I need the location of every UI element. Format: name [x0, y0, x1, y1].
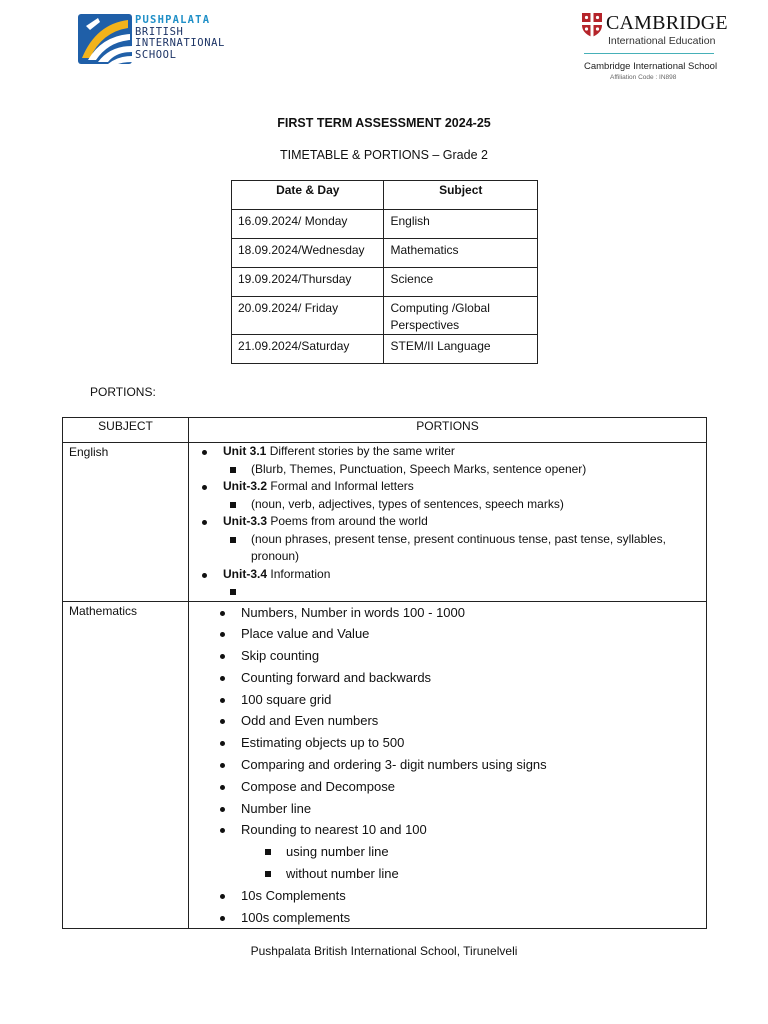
mathematics-portions	[189, 601, 707, 929]
school-name-line-1: PUSHPALATA	[135, 14, 211, 26]
subject-mathematics: Mathematics	[63, 601, 189, 929]
portions-table	[62, 417, 707, 929]
unit-code: Unit 3.1	[223, 444, 267, 458]
school-name	[135, 15, 225, 61]
portions-header-row	[63, 418, 707, 443]
list-item: Counting forward and backwards	[189, 667, 706, 689]
school-name-line-3: INTERNATIONAL	[135, 37, 225, 49]
list-item: Numbers, Number in words 100 - 1000	[189, 602, 706, 624]
page-footer: Pushpalata British International School, Tirunelveli	[250, 944, 518, 958]
list-item: 100s complements	[189, 907, 706, 929]
timetable-header-subject: Subject	[384, 181, 538, 210]
timetable-date: 21.09.2024/Saturday	[232, 335, 384, 364]
table-row	[232, 297, 538, 335]
list-item	[189, 443, 706, 461]
list-subitem-empty	[189, 583, 706, 601]
list-item: Number line	[189, 798, 706, 820]
list-subitem: (noun phrases, present tense, present continuous tense, past tense, syllables, pronoun)	[189, 531, 706, 566]
timetable-date: 16.09.2024/ Monday	[232, 210, 384, 239]
subject-english: English	[63, 443, 189, 602]
school-emblem-icon	[78, 14, 134, 64]
table-row	[232, 268, 538, 297]
timetable-date: 18.09.2024/Wednesday	[232, 239, 384, 268]
list-item: Odd and Even numbers	[189, 710, 706, 732]
list-subitem: using number line	[189, 841, 706, 863]
unit-title: Information	[270, 566, 331, 581]
english-unit-list	[189, 443, 706, 601]
list-item: Estimating objects up to 500	[189, 732, 706, 754]
timetable	[231, 180, 538, 364]
timetable-date: 19.09.2024/Thursday	[232, 268, 384, 297]
unit-title: Poems from around the world	[270, 514, 428, 528]
cambridge-brand: CAMBRIDGE	[606, 12, 728, 34]
list-item: Place value and Value	[189, 623, 706, 645]
cambridge-logo	[582, 12, 728, 86]
mathematics-topic-list	[189, 602, 706, 929]
table-row-english	[63, 443, 707, 602]
unit-title: Formal and Informal letters	[270, 479, 414, 493]
unit-code: Unit-3.2	[223, 479, 268, 493]
portions-label: PORTIONS:	[90, 385, 156, 399]
portions-header-subject: SUBJECT	[63, 418, 189, 443]
timetable-date: 20.09.2024/ Friday	[232, 297, 384, 335]
portions-header-portions: PORTIONS	[189, 418, 707, 443]
table-row	[232, 239, 538, 268]
table-row	[232, 210, 538, 239]
timetable-subject: Science	[384, 268, 538, 297]
cambridge-school-label: Cambridge International School	[584, 61, 718, 72]
page-subtitle: TIMETABLE & PORTIONS – Grade 2	[280, 148, 488, 162]
list-subitem: without number line	[189, 863, 706, 885]
cambridge-divider	[584, 53, 714, 54]
list-subitem: (noun, verb, adjectives, types of sentences, speech marks)	[189, 496, 706, 514]
timetable-subject: Mathematics	[384, 239, 538, 268]
timetable-subject: Computing /Global Perspectives	[384, 297, 538, 335]
timetable-header-row	[232, 181, 538, 210]
school-name-line-4: SCHOOL	[135, 48, 177, 61]
unit-code: Unit-3.4	[223, 566, 268, 581]
unit-code: Unit-3.3	[223, 514, 268, 528]
table-row-mathematics	[63, 601, 707, 929]
list-item: Comparing and ordering 3- digit numbers using signs	[189, 754, 706, 776]
table-row	[232, 335, 538, 364]
list-subitem: (Blurb, Themes, Punctuation, Speech Marks, sentence opener)	[189, 461, 706, 479]
timetable-header-date: Date & Day	[232, 181, 384, 210]
cambridge-subtitle: International Education	[608, 35, 716, 47]
list-item: Compose and Decompose	[189, 776, 706, 798]
list-item	[189, 566, 706, 584]
list-item: 100 square grid	[189, 689, 706, 711]
unit-title: Different stories by the same writer	[269, 444, 455, 458]
school-logo	[78, 14, 238, 66]
english-portions	[189, 443, 707, 602]
list-item: 10s Complements	[189, 885, 706, 907]
list-item: Skip counting	[189, 645, 706, 667]
list-item	[189, 478, 706, 496]
cambridge-shield-icon	[582, 13, 602, 37]
list-item: Rounding to nearest 10 and 100	[189, 819, 706, 841]
timetable-subject: STEM/II Language	[384, 335, 538, 364]
cambridge-affiliation: Affiliation Code : IN898	[610, 74, 677, 81]
timetable-subject: English	[384, 210, 538, 239]
page-title: FIRST TERM ASSESSMENT 2024-25	[277, 116, 491, 130]
list-item	[189, 513, 706, 531]
school-name-line-2: BRITISH	[135, 25, 184, 38]
